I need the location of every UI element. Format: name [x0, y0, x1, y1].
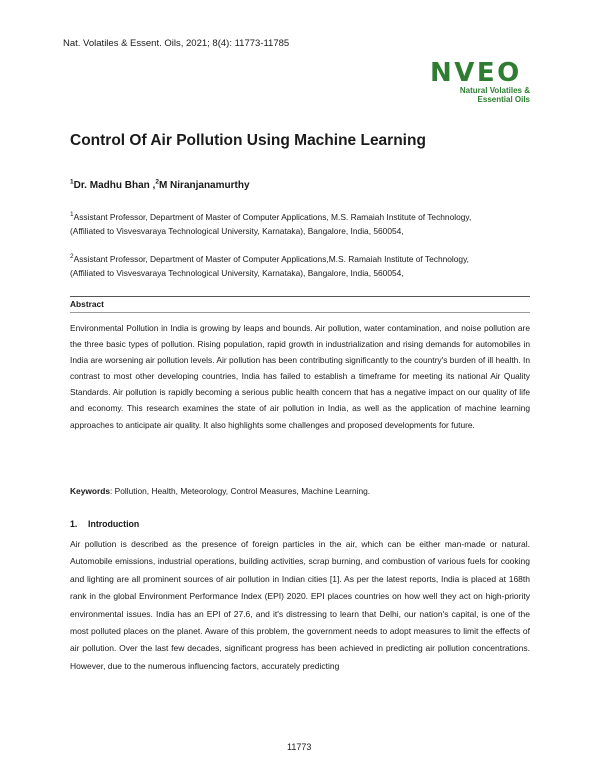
- logo-acronym: NVEO: [430, 58, 522, 88]
- section-number: 1.: [70, 519, 78, 529]
- abstract-bottom-rule: [70, 312, 530, 313]
- keywords-label: Keywords: [70, 486, 111, 496]
- logo-subtitle-line2: Essential Oils: [477, 95, 530, 104]
- page-number: 11773: [287, 742, 312, 752]
- affiliation-2: [70, 252, 540, 280]
- logo-subtitle-line1: Natural Volatiles &: [459, 86, 530, 95]
- author-list: [70, 180, 250, 191]
- keywords-line: [70, 486, 370, 496]
- author-separator: ,: [149, 180, 156, 191]
- journal-reference: Nat. Volatiles & Essent. Oils, 2021; 8(4): 11773-11785: [63, 38, 290, 49]
- affiliation-2-line2: (Affiliated to Visvesvaraya Technological University, Karnataka), Bangalore, India, 560054,: [70, 268, 404, 278]
- abstract-body: Environmental Pollution in India is growing by leaps and bounds. Air pollution, water contamination, and noise pollution are the three basic types of pollution. Rising population, rapid growth in industrialization and rising demands for automobiles in India are worsening air pollution levels. Air pollution has been contributing significantly to the country's burden of ill health. In contrast to most other developing countries, India has failed to establish a timeframe for meeting its national Air Quality Standards. Air pollution is rapidly becoming a serious public health concern that has a negative impact on our quality of life and economy. This research examines the state of air pollution in India, as well as the application of machine learning approaches to anticipate air quality. It also highlights some challenges and proposed developments for future.: [70, 323, 530, 430]
- affiliation-2-superscript: 2: [70, 253, 74, 261]
- keywords-list: : Pollution, Health, Meteorology, Control Measures, Machine Learning.: [110, 486, 371, 496]
- affiliation-1-line1: Assistant Professor, Department of Master of Computer Applications, M.S. Ramaiah Institute of Technology,: [73, 212, 472, 222]
- nveo-logo: [430, 60, 540, 110]
- affiliation-1-superscript: 1: [70, 211, 74, 219]
- author1-name: Dr. Madhu Bhan: [73, 180, 150, 191]
- affiliation-1-line2: (Affiliated to Visvesvaraya Technological University, Karnataka), Bangalore, India, 560054,: [70, 226, 404, 236]
- abstract-heading: Abstract: [70, 299, 104, 309]
- author2-name: M Niranjanamurthy: [158, 180, 250, 191]
- section-heading-introduction: [70, 519, 139, 529]
- affiliation-2-line1: Assistant Professor, Department of Master of Computer Applications,M.S. Ramaiah Institute of Technology,: [73, 254, 469, 264]
- introduction-body: Air pollution is described as the presence of foreign particles in the air, which can be either man-made or natural. Automobile emissions, industrial operations, building activities, scrap burning, and combustion of various fuels for cooking and lighting are all prominent sources of air pollution in Indian cities [1]. As per the latest reports, India is placed at 168th rank in the global Environment Performance Index (EPI) 2020. EPI places countries on how well they act on high-priority environmental issues. India has an EPI of 27.6, and it's distressing to learn that Delhi, our nation's capital, is one of the most polluted places on the planet. Aware of this problem, the government needs to adopt measures to limit the effects of air pollution. Over the last few decades, significant progress has been achieved in predicting air pollution concentrations. However, due to the numerous influencing factors, accurately predicting: [70, 539, 530, 671]
- abstract-top-rule: [70, 296, 530, 297]
- section-title: Introduction: [88, 519, 140, 529]
- author2-superscript: 2: [155, 178, 159, 186]
- affiliation-1: [70, 210, 540, 238]
- author1-superscript: 1: [70, 178, 74, 186]
- paper-title: Control Of Air Pollution Using Machine Learning: [70, 132, 426, 149]
